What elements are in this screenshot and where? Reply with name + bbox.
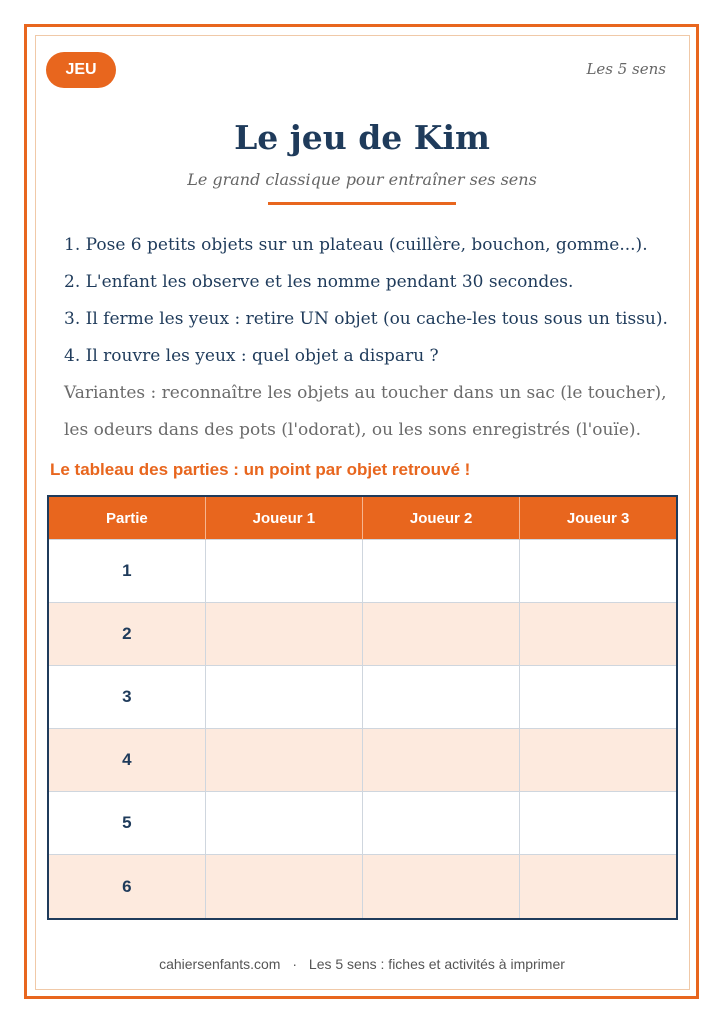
category-badge: JEU: [46, 52, 116, 88]
score-cell[interactable]: [363, 792, 520, 855]
instructions: [64, 230, 714, 452]
step-1: 1. Pose 6 petits objets sur un plateau (cuillère, bouchon, gomme...).: [64, 235, 648, 255]
score-cell[interactable]: [363, 540, 520, 603]
score-cell[interactable]: [520, 855, 677, 919]
title-underline: [268, 202, 456, 205]
score-cell[interactable]: [205, 729, 362, 792]
score-table: [47, 495, 678, 920]
table-row: [48, 855, 677, 919]
header-partie: Partie: [48, 496, 205, 540]
footer: [0, 956, 724, 972]
round-number: 6: [48, 855, 205, 919]
theme-label: Les 5 sens: [586, 60, 666, 78]
round-number: 4: [48, 729, 205, 792]
page-title: Le jeu de Kim: [234, 118, 490, 157]
footer-separator: ·: [292, 956, 298, 972]
round-number: 1: [48, 540, 205, 603]
header-joueur-2: Joueur 2: [363, 496, 520, 540]
round-number: 5: [48, 792, 205, 855]
step-2: 2. L'enfant les observe et les nomme pendant 30 secondes.: [64, 272, 574, 292]
score-cell[interactable]: [205, 540, 362, 603]
score-cell[interactable]: [205, 666, 362, 729]
score-cell[interactable]: [363, 603, 520, 666]
step-3: 3. Il ferme les yeux : retire UN objet (ou cache-les tous sous un tissu).: [64, 309, 668, 329]
round-number: 3: [48, 666, 205, 729]
score-cell[interactable]: [520, 603, 677, 666]
score-cell[interactable]: [363, 729, 520, 792]
page-subtitle: Le grand classique pour entraîner ses sens: [187, 170, 537, 189]
score-cell[interactable]: [520, 729, 677, 792]
variant-line-1: Variantes : reconnaître les objets au toucher dans un sac (le toucher),: [64, 383, 667, 403]
score-cell[interactable]: [520, 792, 677, 855]
score-cell[interactable]: [205, 792, 362, 855]
step-4: 4. Il rouvre les yeux : quel objet a disparu ?: [64, 346, 439, 366]
table-row: [48, 603, 677, 666]
variant-line-2: les odeurs dans des pots (l'odorat), ou les sons enregistrés (l'ouïe).: [64, 420, 641, 440]
table-row: [48, 729, 677, 792]
score-cell[interactable]: [205, 603, 362, 666]
header-joueur-1: Joueur 1: [205, 496, 362, 540]
footer-description: Les 5 sens : fiches et activités à imprimer: [308, 956, 565, 972]
score-cell[interactable]: [205, 855, 362, 919]
score-cell[interactable]: [520, 666, 677, 729]
score-cell[interactable]: [363, 666, 520, 729]
table-row: [48, 540, 677, 603]
score-table-title: Le tableau des parties : un point par objet retrouvé !: [50, 460, 471, 479]
footer-site[interactable]: cahiersenfants.com: [159, 956, 281, 972]
header-joueur-3: Joueur 3: [520, 496, 677, 540]
score-table-header: [48, 496, 677, 540]
round-number: 2: [48, 603, 205, 666]
table-row: [48, 666, 677, 729]
table-row: [48, 792, 677, 855]
score-cell[interactable]: [520, 540, 677, 603]
score-cell[interactable]: [363, 855, 520, 919]
